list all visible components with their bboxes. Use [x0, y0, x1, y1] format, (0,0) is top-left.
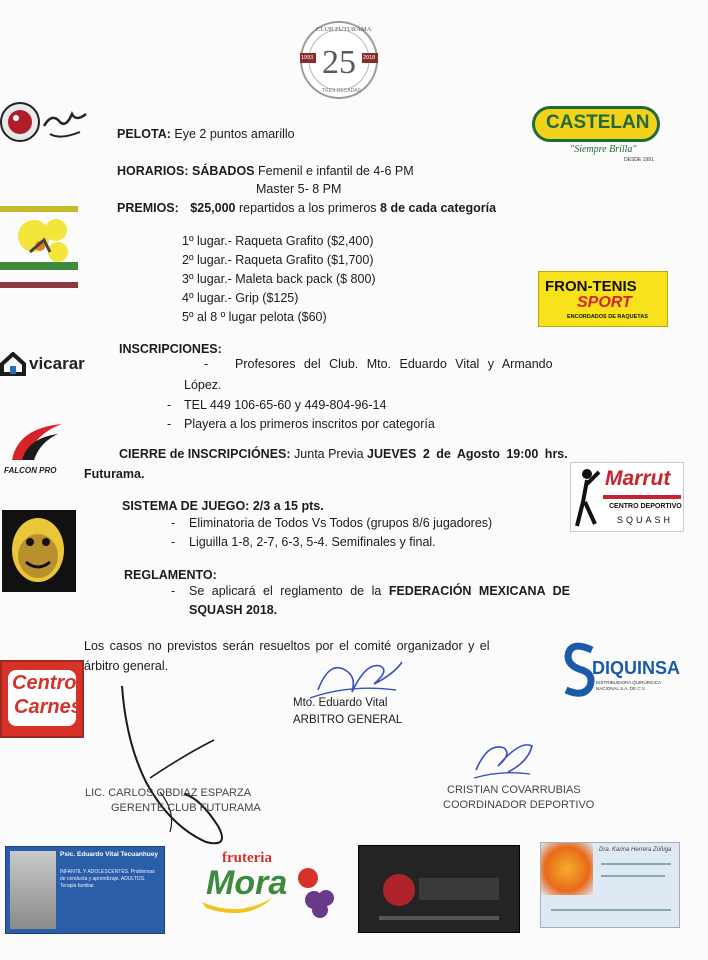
inscripciones-dash2: -	[167, 398, 172, 412]
flower-image	[541, 843, 593, 895]
frontenis-sport-logo	[538, 271, 668, 327]
sistema-dash1: -	[171, 516, 176, 530]
seal-club-name: CLUB FUTURAMA	[316, 26, 372, 33]
reglamento-dash: -	[171, 584, 176, 598]
horarios-label: HORARIOS:	[117, 164, 189, 178]
prize-list	[182, 234, 376, 329]
marrut-logo	[570, 462, 684, 532]
centro-carnes-logo	[0, 660, 84, 738]
arbitro-name: Mto. Eduardo Vital	[293, 697, 388, 709]
nota-line1: Los casos no previstos serán resueltos por el comité organizador y el	[84, 639, 490, 653]
inscripciones-item3: Playera a los primeros inscritos por categoría	[184, 417, 435, 431]
inscripciones-item2: TEL 449 106-65-60 y 449-804-96-14	[184, 398, 387, 412]
coordinador-signature	[468, 736, 538, 784]
premios-amount: $25,000	[190, 201, 236, 215]
diquinsa-logo	[560, 642, 680, 702]
premios-label: PREMIOS:	[117, 201, 179, 215]
horarios-line1-text: Femenil e infantil de 4-6 PM	[258, 164, 414, 178]
seal-number: 25	[322, 44, 356, 81]
horarios-day: SÁBADOS	[192, 164, 255, 178]
psic-sub: INFANTIL Y ADOLESCENTES. Problemas de conducta y aprendizaje. ADULTOS. Terapia familiar.	[60, 869, 155, 889]
frontenis-line1: FRON-TENIS	[545, 278, 637, 295]
gerente-name: LIC. CARLOS OBDIAZ ESPARZA	[85, 787, 252, 799]
flower-sponsor-logo	[0, 206, 78, 288]
falcon-pro-name: FALCON PRO	[4, 466, 57, 475]
seal-year-start: 1993	[301, 55, 314, 61]
falcon-pro-logo	[4, 420, 72, 480]
reglamento-line-a	[189, 584, 570, 598]
reglamento-federacion: FEDERACIÓN MEXICANA DE	[388, 584, 570, 598]
vicarar-name: vicarar	[29, 354, 85, 373]
cierre-date: JUEVES 2 de Agosto 19:00 hrs.	[367, 447, 568, 461]
inscripciones-label: INSCRIPCIONES:	[119, 342, 222, 356]
inscripciones-dash3: -	[167, 417, 172, 431]
ball-icon	[0, 96, 92, 148]
arbitro-title: ARBITRO GENERAL	[293, 714, 403, 726]
squash-player-icon	[573, 466, 603, 530]
flower-icon	[0, 206, 78, 288]
gerente-signature	[110, 682, 240, 852]
marrut-sub2: SQUASH	[617, 515, 674, 525]
horarios-line2: Master 5- 8 PM	[256, 182, 342, 196]
sistema-line	[122, 499, 324, 513]
gerente-title: GERENTE CLUB FUTURAMA	[111, 802, 261, 814]
cierre-line2: Futurama.	[84, 467, 145, 481]
sistema-value: 2/3 a 15 pts.	[252, 499, 324, 513]
coordinador-title: COORDINADOR DEPORTIVO	[443, 799, 595, 811]
dra-title: Dra. Karina Herrera Zúñiga	[599, 847, 672, 853]
cierre-label: CIERRE de INSCRIPCIÓNES:	[119, 447, 291, 461]
prize-item: 4º lugar.- Grip ($125)	[182, 291, 299, 305]
premios-line	[117, 201, 496, 215]
inscripciones-item1-b: López.	[184, 378, 222, 392]
premios-mid: repartidos a los primeros	[238, 201, 377, 215]
pelota-label: PELOTA:	[117, 127, 171, 141]
prize-item: 5º al 8 º lugar pelota ($60)	[182, 310, 327, 324]
reglamento-label: REGLAMENTO:	[124, 568, 217, 582]
castelan-name: CASTELAN	[546, 112, 650, 133]
centro-carnes-line2: Carnes	[14, 696, 82, 718]
fruteria-top: fruteria	[222, 850, 272, 866]
dra-card	[540, 842, 680, 928]
sistema-item2: Liguilla 1-8, 2-7, 6-3, 5-4. Semifinales y final.	[189, 535, 436, 549]
inscripciones-dash1: -	[204, 357, 209, 371]
centro-carnes-line1: Centro	[12, 672, 77, 694]
black-sponsor-card	[358, 845, 520, 933]
fruteria-mora-logo	[198, 848, 340, 924]
coordinador-name: CRISTIAN COVARRUBIAS	[447, 784, 581, 796]
diquinsa-name: DIQUINSA	[592, 658, 681, 678]
marrut-name: Marrut	[605, 467, 671, 490]
egg-mascot-logo	[2, 510, 76, 592]
horarios-line1	[117, 164, 414, 178]
seal-year-end: 2018	[363, 55, 376, 61]
fruteria-name: Mora	[206, 864, 288, 902]
prize-item: 1º lugar.- Raqueta Grafito ($2,400)	[182, 234, 374, 248]
frontenis-line3: ENCORDADOS DE RAQUETAS	[567, 314, 648, 320]
castelan-logo	[532, 106, 662, 164]
cierre-line1	[119, 447, 568, 461]
diquinsa-sub: DISTRIBUIDORA QUIRÚRGICA NACIONAL S.A. DE C.V.	[596, 680, 661, 691]
castelan-since: DESDE 1991	[624, 157, 654, 163]
vicarar-logo	[0, 352, 96, 376]
psic-title: Psic. Eduardo Vital Tecuanhuey	[60, 851, 159, 858]
marrut-sub: CENTRO DEPORTIVO	[609, 503, 682, 510]
club-futurama-seal	[294, 18, 384, 102]
reglamento-line-b: SQUASH 2018.	[189, 603, 278, 617]
reglamento-text: Se aplicará el reglamento de la	[189, 584, 382, 598]
seal-motto: TRES DÉCADAS	[322, 88, 361, 94]
cierre-mid: Junta Previa	[294, 447, 364, 461]
castelan-tagline: "Siempre Brilla"	[570, 144, 637, 155]
falcon-wing-icon	[4, 420, 72, 464]
pelota-value: Eye 2 puntos amarillo	[174, 127, 295, 141]
sistema-dash2: -	[171, 535, 176, 549]
egg-character-icon	[2, 510, 76, 592]
pelota-line	[117, 127, 295, 141]
frontenis-line2: SPORT	[577, 294, 632, 311]
abstract-icon	[359, 846, 521, 934]
ball-sponsor-logo	[0, 96, 92, 148]
premios-bold-tail: 8 de cada categoría	[380, 201, 497, 215]
statue-image	[10, 851, 56, 929]
inscripciones-item1-a: Profesores del Club. Mto. Eduardo Vital y Armando	[235, 357, 553, 371]
sistema-label: SISTEMA DE JUEGO:	[122, 499, 250, 513]
house-icon	[0, 352, 26, 376]
nota-line2: árbitro general.	[84, 659, 169, 673]
sistema-item1: Eliminatoria de Todos Vs Todos (grupos 8/6 jugadores)	[189, 516, 493, 530]
prize-item: 3º lugar.- Maleta back pack ($ 800)	[182, 272, 376, 286]
prize-item: 2º lugar.- Raqueta Grafito ($1,700)	[182, 253, 374, 267]
psicologo-card	[5, 846, 165, 934]
